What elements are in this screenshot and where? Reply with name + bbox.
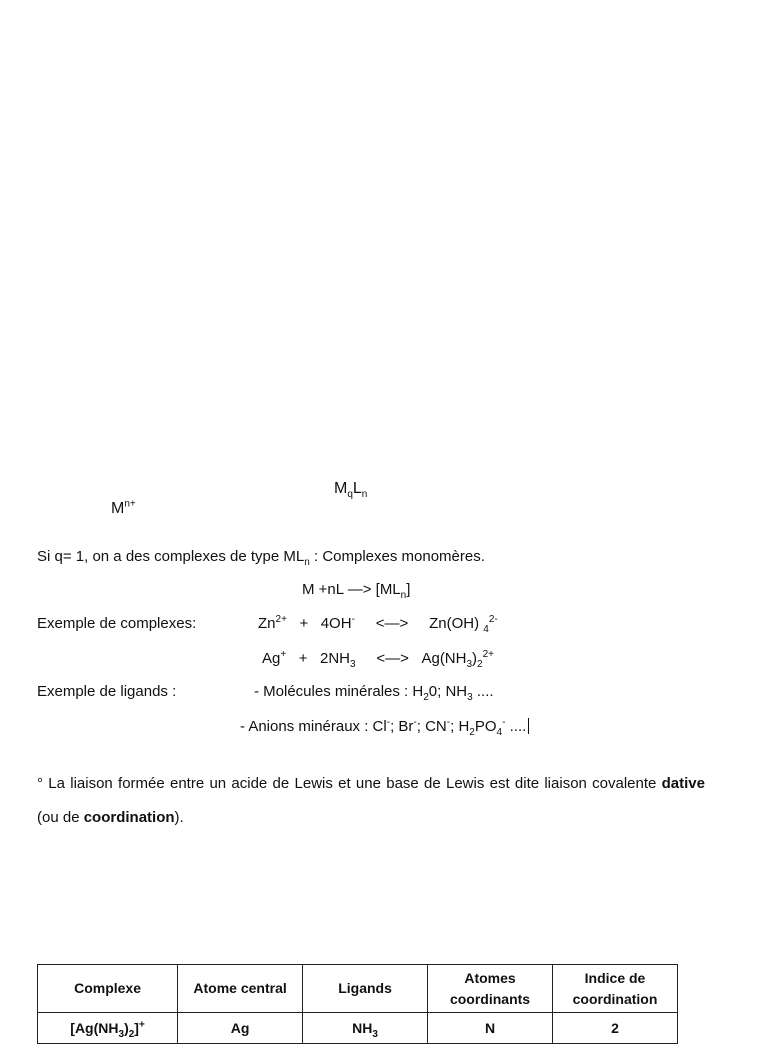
cell-complexe: $[Ag(NH_3)_2]^+$ — [38, 1013, 178, 1044]
ligands-example-label: Exemple de ligands : — [37, 683, 177, 700]
mineral-molecules: - Molécules minérales : $H_20$; $NH_3$ .... — [254, 683, 494, 703]
text-cursor — [528, 718, 529, 734]
mineral-anions: - Anions minéraux : Cl-; Br-; CN-; $H_2PO_4^-$ .... — [240, 718, 529, 735]
cell-atomes-coordinants: N — [428, 1013, 553, 1044]
table-header-row — [38, 965, 678, 1013]
complexes-table — [37, 964, 678, 1044]
cell-atome-central: Ag — [178, 1013, 303, 1044]
silver-equation: Ag+ + $2NH_3$ <—> $Ag(NH_3)_2^{2+}$ — [262, 649, 495, 670]
monomer-definition: Si q= 1, on a des complexes de type $ML_n$ : Complexes monomères. — [37, 548, 485, 568]
cell-ligands: $NH_3$ — [303, 1013, 428, 1044]
complexes-example-label: Exemple de complexes: — [37, 615, 197, 632]
zinc-equation: $Zn^{2+}$ + 4OH- <—> Zn(OH) $_4^{2-}$ — [258, 614, 498, 635]
table-row — [38, 1013, 678, 1044]
col-header-complexe: Complexe — [38, 965, 178, 1013]
col-header-atomes-coordinants: Atomes coordinants — [428, 965, 553, 1013]
formula-metal-ion: $M^{n+}$ — [111, 498, 136, 517]
cell-indice: 2 — [553, 1013, 678, 1044]
col-header-atome-central: Atome central — [178, 965, 303, 1013]
dative-bond-paragraph: ° La liaison formée entre un acide de Lewis et une base de Lewis est dite liaison covalente dative (ou de coordination). — [37, 775, 705, 826]
general-equation: M +nL —> $[ML_n]$ — [302, 581, 411, 601]
formula-mqln: $M_qL_n$ — [334, 480, 368, 501]
col-header-indice: Indice de coordination — [553, 965, 678, 1013]
col-header-ligands: Ligands — [303, 965, 428, 1013]
